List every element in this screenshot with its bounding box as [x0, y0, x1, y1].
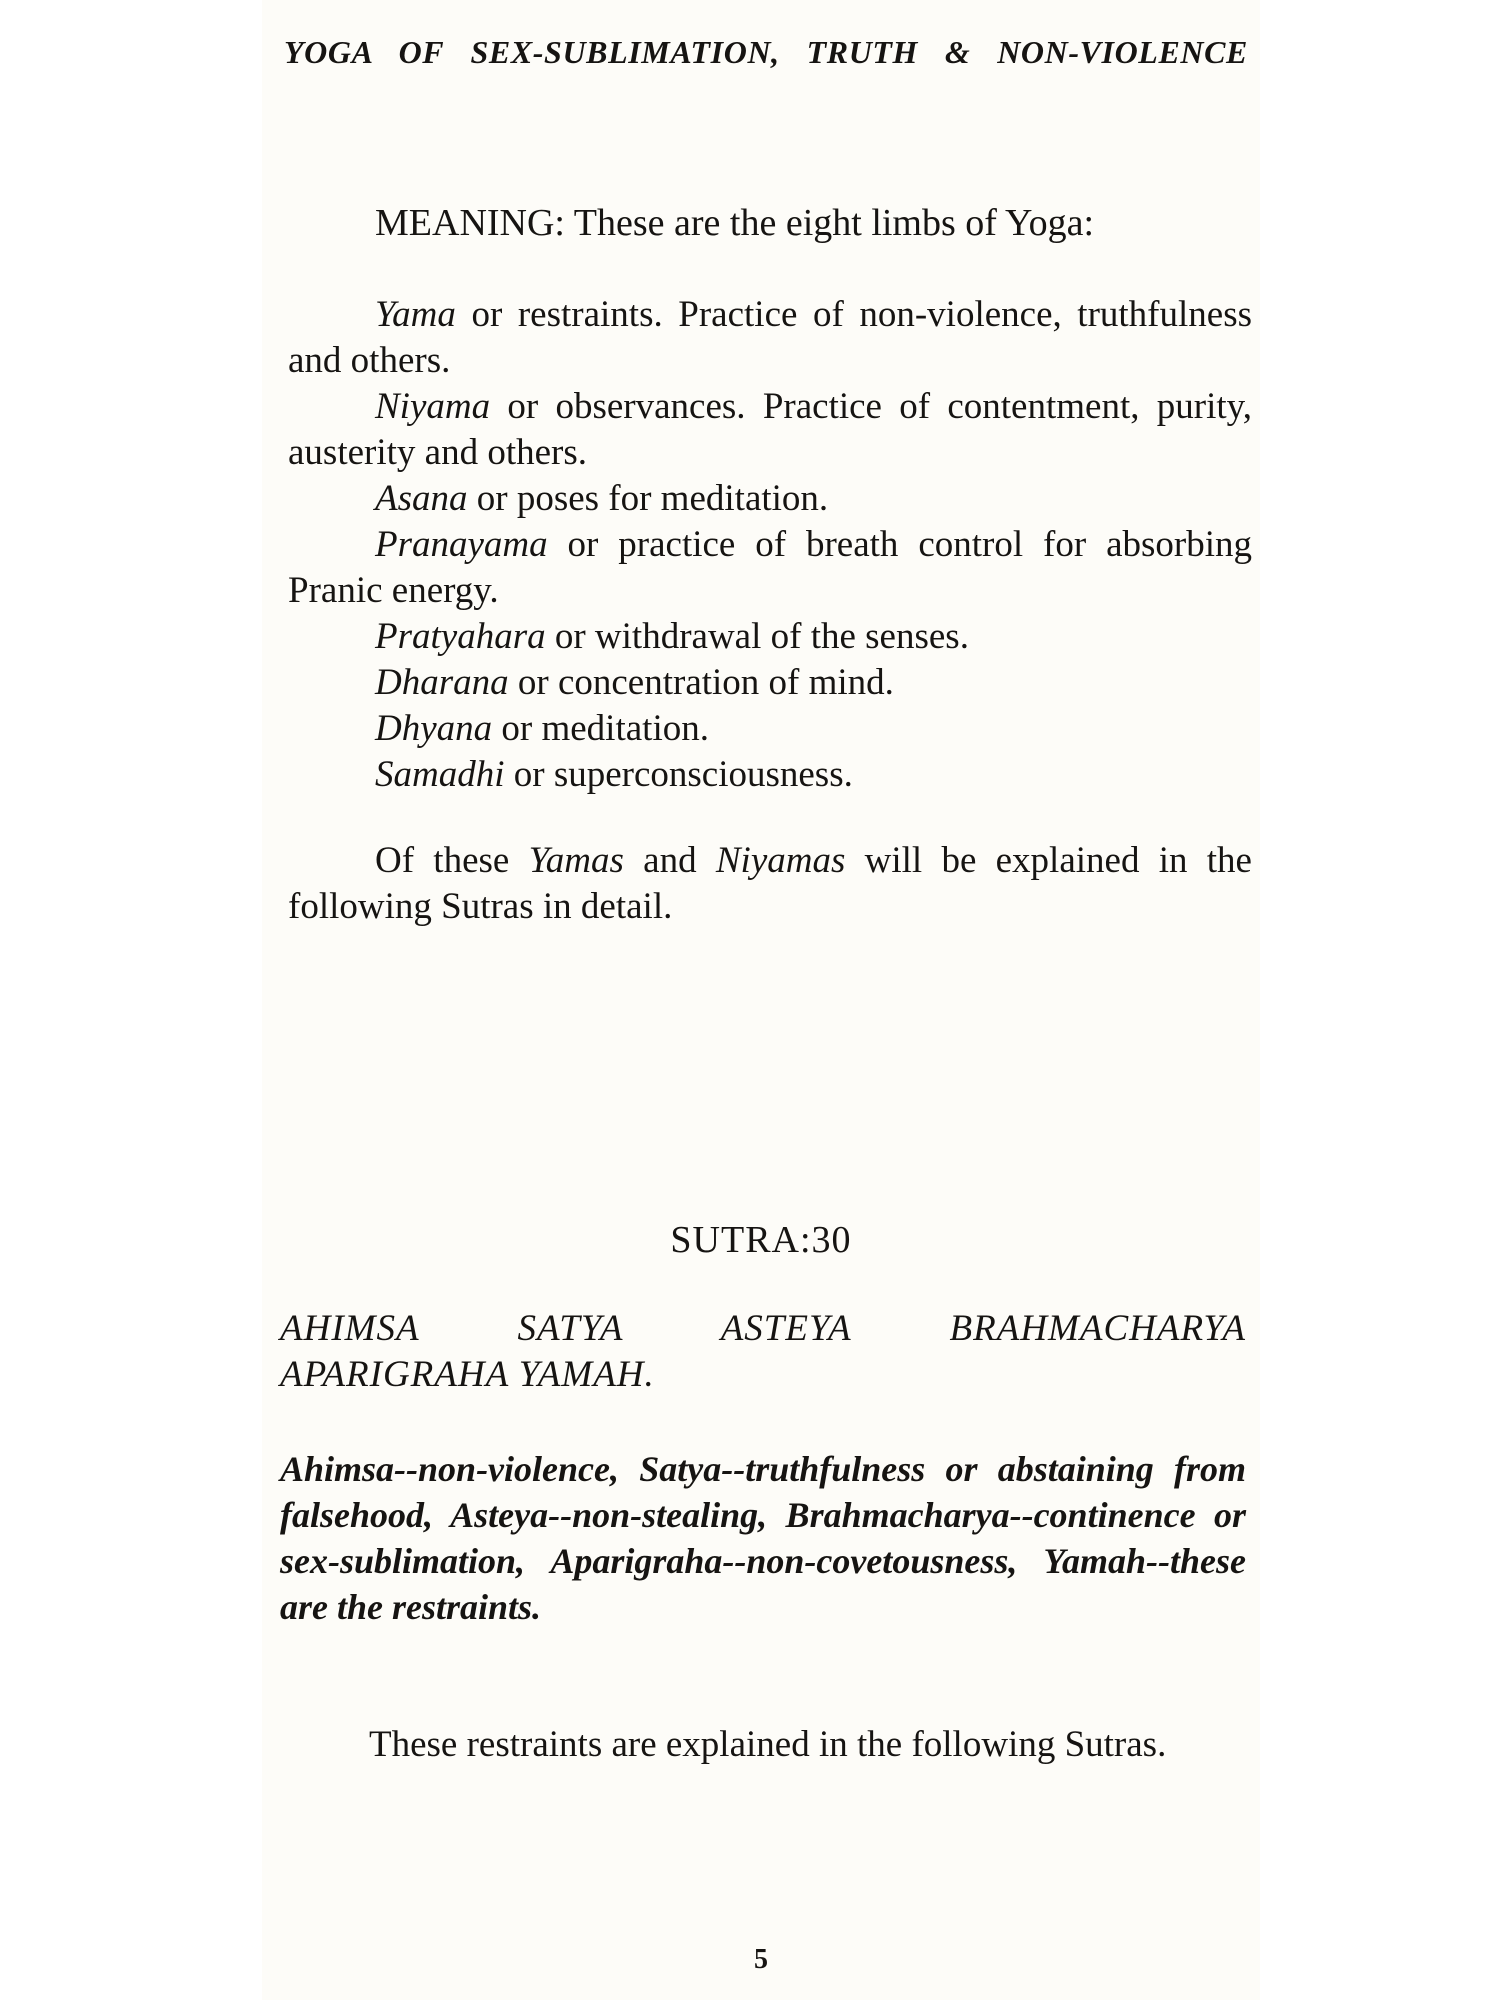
limb-pranayama: [288, 522, 1252, 614]
limb-dharana: [288, 660, 1252, 706]
limb-description: or practice of breath control for absorbing Pranic energy.: [288, 524, 1252, 611]
limb-term: Yama: [375, 294, 456, 335]
closing-text: Of these: [375, 840, 529, 881]
limb-term: Pratyahara: [375, 616, 546, 657]
limb-description: or poses for meditation.: [467, 478, 829, 519]
limb-niyama: [288, 384, 1252, 476]
limb-term: Pranayama: [375, 524, 548, 565]
closing-text: and: [623, 840, 716, 881]
sanskrit-line-2: APARIGRAHA YAMAH.: [280, 1354, 655, 1395]
meaning-intro: MEANING: These are the eight limbs of Yoga:: [375, 202, 1095, 244]
running-head: YOGA OF SEX-SUBLIMATION, TRUTH & NON-VIOLENCE: [284, 34, 1248, 70]
limb-term: Niyama: [375, 386, 491, 427]
limb-description: or restraints. Practice of non-violence, truthfulness and others.: [288, 294, 1252, 381]
limb-asana: [288, 476, 1252, 522]
limb-term: Samadhi: [375, 754, 505, 795]
limb-term: Dharana: [375, 662, 509, 703]
closing-term-niyamas: Niyamas: [715, 840, 846, 881]
closing-term-yamas: Yamas: [528, 840, 624, 881]
limb-dhyana: [288, 706, 1252, 752]
sanskrit-line-1: AHIMSA SATYA ASTEYA BRAHMACHARYA: [280, 1308, 1246, 1349]
book-page: [262, 0, 1260, 2000]
sutra-explanation: These restraints are explained in the following Sutras.: [369, 1724, 1167, 1765]
limb-description: or observances. Practice of contentment, purity, austerity and others.: [288, 386, 1252, 473]
limb-description: or concentration of mind.: [508, 662, 894, 703]
meaning-closing: [288, 838, 1252, 930]
limb-description: or withdrawal of the senses.: [545, 616, 969, 657]
limb-description: or meditation.: [492, 708, 709, 749]
closing-text: will be explained in the following Sutras in detail.: [288, 840, 1252, 927]
limb-yama: [288, 292, 1252, 384]
limb-term: Dhyana: [375, 708, 493, 749]
limb-term: Asana: [375, 478, 468, 519]
sutra-word-gloss: Ahimsa--non-violence, Satya--truthfulness or abstaining from falsehood, Asteya--non-stealing, Brahmacharya--continence or sex-sublimation, Aparigraha--non-covetousness, Yamah--these are the restraints.: [280, 1449, 1246, 1627]
page-number: 5: [754, 1944, 768, 1975]
sutra-sanskrit: [280, 1306, 1246, 1398]
limb-description: or superconsciousness.: [504, 754, 853, 795]
limb-samadhi: [288, 752, 1252, 798]
sutra-heading: SUTRA:30: [670, 1219, 852, 1261]
limb-pratyahara: [288, 614, 1252, 660]
